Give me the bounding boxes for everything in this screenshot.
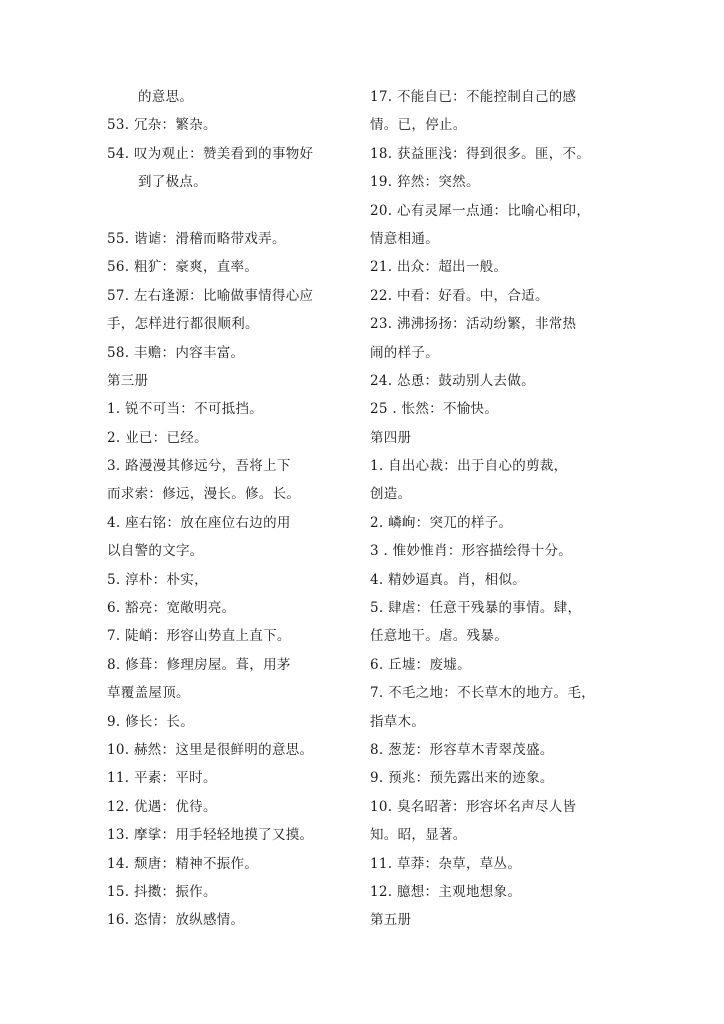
text-line: 23. 沸沸扬扬：活动纷繁，非常热 [370,316,577,333]
text-line: 2. 嶙峋：突兀的样子。 [370,514,513,531]
text-line: 12. 臆想：主观地想象。 [370,883,522,900]
text-line: 16. 恣情：放纵感情。 [107,912,245,929]
blank-line [107,197,357,225]
text-line: 9. 预兆：预先露出来的迹象。 [370,770,554,787]
text-line: 手，怎样进行都很顺利。 [107,316,259,333]
text-line: 2. 业已：已经。 [107,429,208,446]
text-line: 创造。 [370,486,412,503]
text-line: 情意相通。 [370,230,439,247]
text-line: 20. 心有灵犀一点通：比喻心相印， [370,202,591,219]
text-line: 1. 自出心裁：出于自心的剪裁， [370,458,568,475]
section-heading: 第四册 [370,429,412,446]
text-line: 6. 豁亮：宽敞明亮。 [107,600,236,617]
text-line: 19. 猝然：突然。 [370,174,480,191]
text-line: 12. 优遇：优待。 [107,798,217,815]
text-line: 5. 淳朴：朴实， [107,571,208,588]
text-line: 4. 座右铭：放在座位右边的用 [107,514,291,531]
text-line: 8. 修葺：修理房屋。葺，用茅 [107,656,291,673]
text-line: 11. 平素：平时。 [107,770,217,787]
text-line: 55. 谐谑：滑稽而略带戏弄。 [107,230,286,247]
text-line: 54. 叹为观止：赞美看到的事物好 [107,145,314,162]
text-line: 9. 修长：长。 [107,713,195,730]
text-line: 3 . 惟妙惟肖：形容描绘得十分。 [370,543,573,560]
text-line: 58. 丰赡：内容丰富。 [107,344,245,361]
text-line: 而求索：修远，漫长。修。长。 [107,486,301,503]
text-line: 6. 丘墟：废墟。 [370,656,471,673]
text-line: 7. 不毛之地：不长草木的地方。毛， [370,685,596,702]
text-line: 的意思。 [138,89,194,105]
text-line: 7. 陡峭：形容山势直上直下。 [107,628,291,645]
text-line: 任意地干。虐。残暴。 [370,628,508,645]
text-line: 知。昭，显著。 [370,827,467,844]
text-line: 14. 颓唐：精神不振作。 [107,855,259,872]
text-line: 21. 出众：超出一般。 [370,259,508,276]
text-line: 3. 路漫漫其修远兮，吾将上下 [107,458,291,475]
section-heading: 第三册 [107,372,149,389]
text-line: 10. 臭名昭著：形容坏名声尽人皆 [370,798,577,815]
text-line: 5. 肆虐：任意干残暴的事情。肆， [370,600,582,617]
text-line: 18. 获益匪浅：得到很多。匪，不。 [370,145,591,162]
text-line: 57. 左右逢源：比喻做事情得心应 [107,287,314,304]
left-column [107,83,357,935]
text-line: 8. 葱茏：形容草木青翠茂盛。 [370,741,554,758]
text-line: 闹的样子。 [370,344,439,361]
section-heading: 第五册 [370,912,412,929]
text-line: 情。已，停止。 [370,117,467,134]
text-line: 1. 锐不可当：不可抵挡。 [107,401,264,418]
text-line: 13. 摩挲：用手轻轻地摸了又摸。 [107,827,314,844]
text-line: 22. 中看：好看。中，合适。 [370,287,549,304]
right-column [370,83,620,935]
text-line: 56. 粗犷：豪爽，直率。 [107,259,259,276]
text-line: 15. 抖擞：振作。 [107,883,217,900]
text-line: 指草木。 [370,713,426,730]
text-line: 24. 怂恿：鼓动别人去做。 [370,372,535,389]
text-line: 17. 不能自已：不能控制自己的感 [370,89,577,105]
text-line: 草覆盖屋顶。 [107,685,190,702]
text-line: 10. 赫然：这里是很鲜明的意思。 [107,741,314,758]
text-line: 以自警的文字。 [107,543,204,560]
text-line: 53. 冗杂：繁杂。 [107,117,217,134]
text-line: 11. 草莽：杂草，草丛。 [370,855,522,872]
text-line: 4. 精妙逼真。肖，相似。 [370,571,527,588]
text-line: 25 . 怅然：不愉快。 [370,401,499,418]
text-line: 到了极点。 [138,174,207,191]
